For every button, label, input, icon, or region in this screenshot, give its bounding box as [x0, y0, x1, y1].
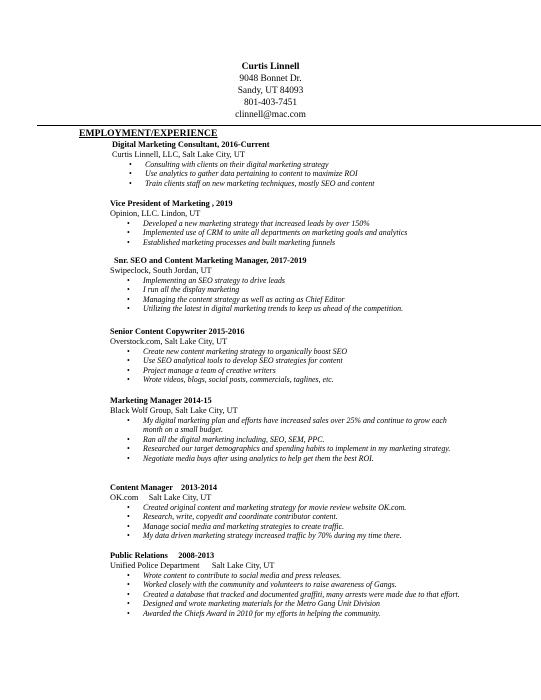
bullet-text: Implemented use of CRM to unite all departments on marketing goals and analytics: [143, 228, 408, 238]
bullet-icon: •: [127, 580, 130, 590]
city-state-zip: Sandy, UT 84093: [237, 86, 304, 96]
bullet-text: Project manage a team of creative writers: [143, 365, 276, 375]
bullet-icon: •: [127, 512, 130, 522]
list-item: [110, 599, 460, 608]
list-item: [110, 503, 530, 512]
job-bullets: [112, 160, 522, 188]
header-divider: [37, 125, 541, 126]
bullet-icon: •: [127, 531, 130, 541]
bullet-icon: •: [127, 444, 130, 454]
bullet-text: Consulting with clients on their digital marketing strategy: [145, 160, 329, 169]
list-item: [112, 169, 522, 178]
list-item: [110, 590, 460, 599]
bullet-icon: •: [127, 434, 130, 444]
list-item: [110, 347, 530, 356]
bullet-icon: •: [127, 608, 130, 618]
bullet-text: Create new content marketing strategy to organically boost SEO: [143, 347, 348, 356]
list-item: [110, 228, 530, 237]
list-item: [112, 160, 522, 169]
list-item: [110, 444, 455, 453]
bullet-text: Negotiate media buys after using analytics to help get them the best ROI.: [143, 453, 374, 463]
phone-number: 801-403-7451: [243, 98, 298, 108]
job-entry: [110, 396, 455, 463]
bullet-icon: •: [127, 219, 130, 228]
job-title: Senior Content Copywriter 2015-2016: [110, 327, 245, 336]
list-item: [112, 179, 522, 188]
bullet-icon: •: [127, 347, 130, 356]
bullet-text: Research, write, copyedit and coordinate contributor content.: [143, 512, 338, 522]
street-address: 9048 Bonnet Dr.: [239, 74, 302, 84]
list-item: [110, 366, 530, 375]
bullet-icon: •: [127, 571, 130, 580]
job-entry: [110, 199, 530, 247]
list-item: [110, 454, 455, 463]
job-title: Public Relations 2008-2013: [110, 551, 215, 560]
job-title: Vice President of Marketing , 2019: [110, 199, 233, 208]
job-company: Unified Police Department Salt Lake City, UT: [110, 561, 275, 570]
bullet-icon: •: [127, 285, 130, 295]
bullet-icon: •: [127, 365, 130, 375]
job-title: Snr. SEO and Content Marketing Manager, 2017-2019: [114, 256, 307, 265]
bullet-icon: •: [127, 416, 130, 425]
job-entry: [110, 551, 460, 618]
bullet-text: Ran all the digital marketing including, SEO, SEM, PPC.: [143, 434, 325, 444]
bullet-icon: •: [127, 521, 130, 531]
bullet-text: Researched our target demographics and spending habits to implement in my marketing strategy.: [143, 444, 451, 454]
bullet-text: My digital marketing plan and efforts have increased sales over 25% and continue to grow each month on a small budget.: [143, 416, 447, 435]
list-item: [110, 416, 455, 435]
bullet-icon: •: [127, 503, 130, 512]
list-item: [110, 435, 455, 444]
bullet-icon: •: [127, 589, 130, 599]
bullet-icon: •: [127, 356, 130, 366]
list-item: [110, 512, 530, 521]
bullet-text: Use SEO analytical tools to develop SEO strategies for content: [143, 356, 343, 366]
list-item: [110, 609, 460, 618]
job-bullets: [110, 347, 530, 385]
section-title: EMPLOYMENT/EXPERIENCE: [79, 128, 218, 139]
job-company: Swipeclock, South Jordan, UT: [110, 266, 212, 275]
bullet-icon: •: [127, 294, 130, 304]
bullet-text: My data driven marketing strategy increased traffic by 70% during my time there.: [143, 531, 402, 541]
list-item: [110, 356, 530, 365]
job-company: Curtis Linnell, LLC, Salt Lake City, UT: [112, 150, 245, 159]
bullet-icon: •: [129, 160, 132, 169]
email-address: clinnell@mac.com: [235, 110, 306, 120]
bullet-text: Manage social media and marketing strategies to create traffic.: [143, 521, 345, 531]
job-title: Marketing Manager 2014-15: [110, 396, 212, 405]
job-company: Black Wolf Group, Salt Lake City, UT: [110, 406, 238, 415]
job-bullets: [110, 276, 535, 314]
bullet-icon: •: [127, 599, 130, 609]
bullet-text: Implementing an SEO strategy to drive leads: [143, 276, 286, 285]
job-bullets: [110, 219, 530, 247]
bullet-icon: •: [127, 228, 130, 238]
list-item: [110, 295, 535, 304]
job-entry: [110, 483, 530, 541]
list-item: [110, 571, 460, 580]
bullet-icon: •: [129, 178, 132, 188]
job-entry: [110, 327, 530, 385]
bullet-text: Created original content and marketing strategy for movie review website OK.com.: [143, 503, 407, 512]
job-title: Content Manager 2013-2014: [110, 483, 218, 492]
list-item: [110, 238, 530, 247]
job-company: OK.com Salt Lake City, UT: [110, 493, 212, 502]
bullet-text: Established marketing processes and built marketing funnels: [143, 237, 336, 247]
bullet-text: Awarded the Chiefs Award in 2010 for my efforts in helping the community.: [143, 608, 381, 618]
list-item: [110, 285, 535, 294]
list-item: [110, 276, 535, 285]
bullet-text: I run all the display marketing: [143, 285, 240, 295]
bullet-text: Designed and wrote marketing materials for the Metro Gang Unit Division: [143, 599, 380, 609]
job-company: Opinion, LLC. Lindon, UT: [110, 209, 201, 218]
list-item: [110, 522, 530, 531]
bullet-icon: •: [127, 276, 130, 285]
job-bullets: [110, 503, 530, 541]
job-company: Overstock.com, Salt Lake City, UT: [110, 337, 228, 346]
applicant-name: Curtis Linnell: [241, 61, 300, 72]
job-bullets: [110, 571, 460, 618]
bullet-icon: •: [127, 453, 130, 463]
job-entry: [112, 140, 522, 188]
bullet-icon: •: [127, 237, 130, 247]
bullet-text: Developed a new marketing strategy that increased leads by over 150%: [143, 219, 370, 228]
bullet-text: Utilizing the latest in digital marketing trends to keep us ahead of the competition.: [143, 304, 404, 314]
bullet-icon: •: [127, 375, 130, 385]
bullet-text: Wrote videos, blogs, social posts, commercials, taglines, etc.: [143, 375, 334, 385]
list-item: [110, 375, 530, 384]
bullet-text: Worked closely with the community and volunteers to raise awareness of Gangs.: [143, 580, 397, 590]
job-entry: [110, 256, 535, 314]
bullet-icon: •: [129, 169, 132, 179]
list-item: [110, 531, 530, 540]
list-item: [110, 580, 460, 589]
bullet-text: Train clients staff on new marketing techniques, mostly SEO and content: [145, 178, 375, 188]
list-item: [110, 304, 535, 313]
bullet-text: Wrote content to contribute to social media and press releases.: [143, 571, 342, 580]
resume-header: [0, 61, 541, 121]
job-bullets: [110, 416, 455, 463]
job-title: Digital Marketing Consultant, 2016-Current: [112, 140, 270, 149]
bullet-text: Managing the content strategy as well as acting as Chief Editor: [143, 294, 345, 304]
bullet-text: Use analytics to gather data pertaining to content to maximize ROI: [145, 169, 358, 179]
list-item: [110, 219, 530, 228]
bullet-icon: •: [127, 304, 130, 314]
bullet-text: Created a database that tracked and documented graffiti, many arrests were made due to that effort.: [143, 589, 460, 599]
